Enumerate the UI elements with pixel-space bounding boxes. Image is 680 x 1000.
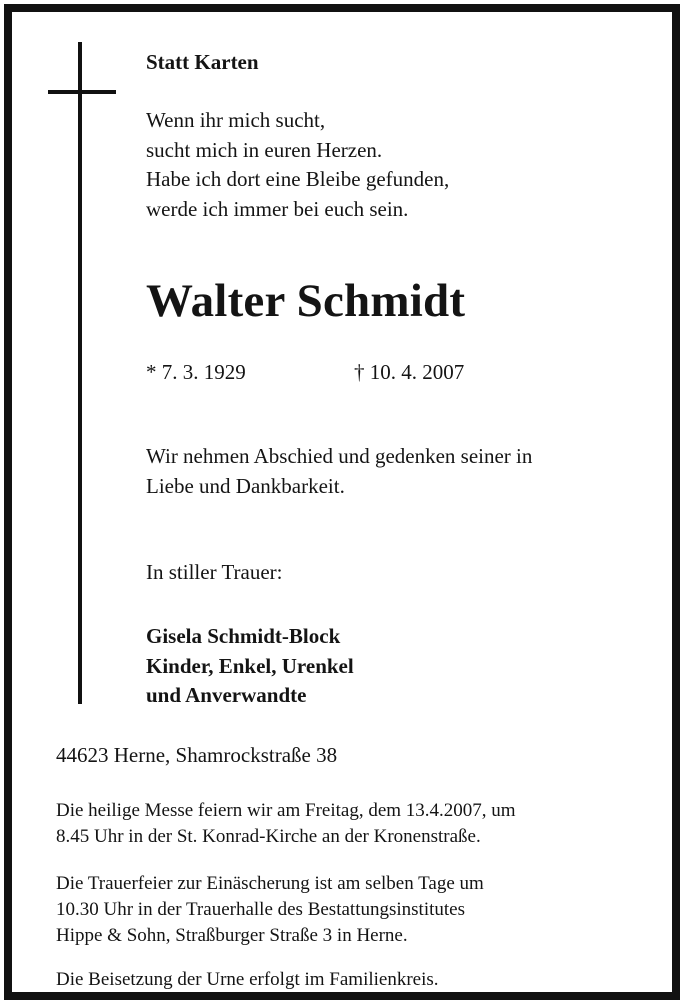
poem-line: Habe ich dort eine Bleibe gefunden,	[146, 167, 450, 191]
family-line: Gisela Schmidt-Block	[146, 624, 341, 648]
service-line: 10.30 Uhr in der Trauerhalle des Bestattungsinstitutes	[56, 899, 465, 920]
mass-line: 8.45 Uhr in der St. Konrad-Kirche an der Kronenstraße.	[56, 826, 481, 847]
burial-paragraph: Die Beisetzung der Urne erfolgt im Familienkreis.	[56, 969, 439, 990]
mass-paragraph	[56, 798, 516, 850]
poem-line: Wenn ihr mich sucht,	[146, 108, 326, 132]
death-date: † 10. 4. 2007	[354, 360, 465, 384]
poem-block	[146, 106, 449, 224]
family-line: und Anverwandte	[146, 683, 307, 707]
poem-line: sucht mich in euren Herzen.	[146, 137, 383, 162]
service-paragraph	[56, 871, 484, 949]
statt-karten-heading: Statt Karten	[146, 50, 259, 74]
birth-date: * 7. 3. 1929	[146, 360, 246, 384]
service-line: Hippe & Sohn, Straßburger Straße 3 in Herne.	[56, 925, 408, 946]
farewell-line: Wir nehmen Abschied und gedenken seiner in	[146, 444, 533, 468]
cross-horizontal-bar	[48, 90, 116, 94]
service-line: Die Trauerfeier zur Einäscherung ist am selben Tage um	[56, 873, 484, 894]
family-line: Kinder, Enkel, Urenkel	[146, 653, 354, 678]
obituary-frame	[4, 4, 680, 1000]
mass-line: Die heilige Messe feiern wir am Freitag, dem 13.4.2007, um	[56, 800, 516, 821]
farewell-line: Liebe und Dankbarkeit.	[146, 473, 345, 498]
deceased-name: Walter Schmidt	[146, 275, 466, 327]
address-line: 44623 Herne, Shamrockstraße 38	[56, 743, 338, 767]
family-names	[146, 622, 354, 711]
poem-line: werde ich immer bei euch sein.	[146, 196, 409, 221]
mourning-label: In stiller Trauer:	[146, 560, 283, 584]
farewell-text	[146, 442, 532, 501]
cross-vertical-bar	[78, 42, 82, 704]
